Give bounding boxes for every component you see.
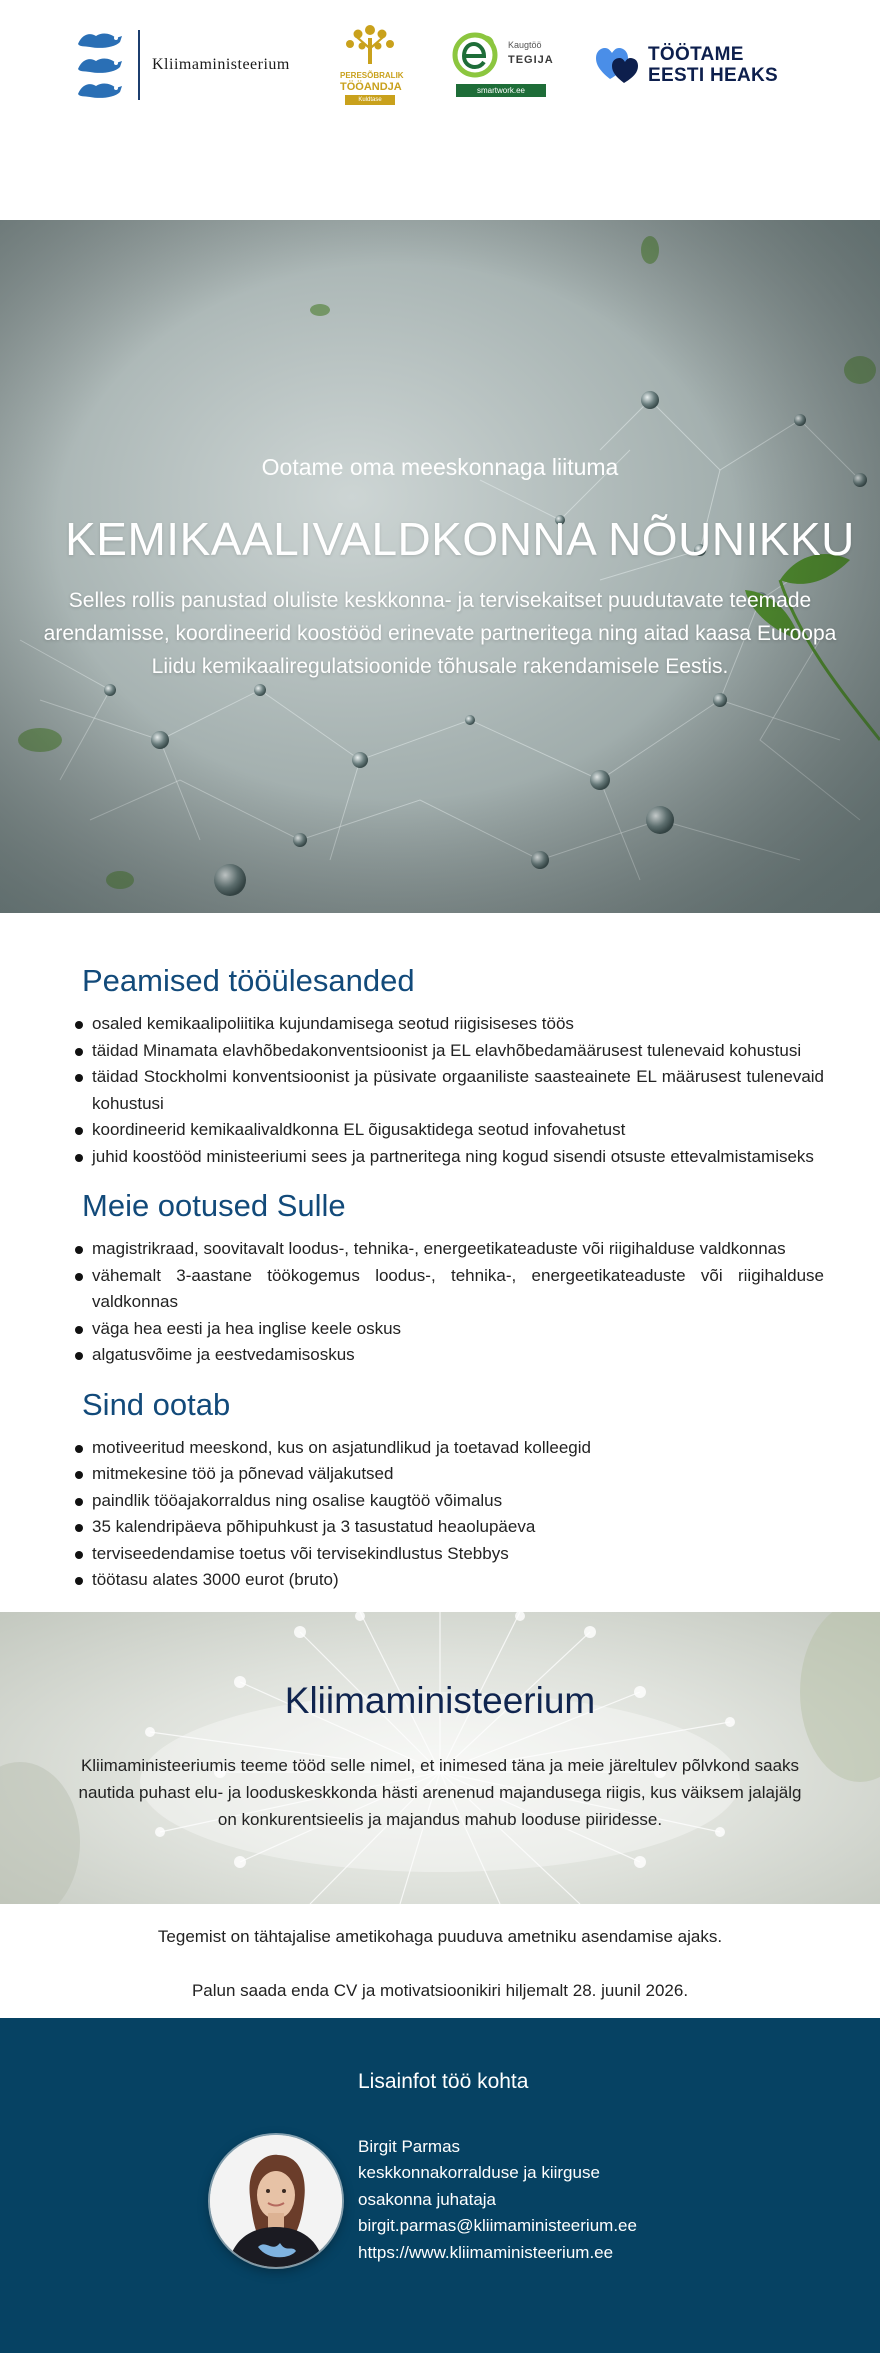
list-item: terviseedendamise toetus või tervisekindlustus Stebbys: [72, 1541, 824, 1568]
list-item: mitmekesine töö ja põnevad väljakutsed: [72, 1461, 824, 1488]
about-ministry-section: [0, 1612, 880, 1904]
temporary-position-note: Tegemist on tähtajalise ametikohaga puuduva ametniku asendamise ajaks.: [157, 1926, 723, 1946]
list-item: täidad Stockholmi konventsioonist ja püsivate orgaaniliste saasteainete EL määrusest tulenevaid kohustusi: [72, 1064, 824, 1117]
pere-logo-line2: TÖÖANDJA: [340, 81, 402, 93]
letter-e-leaf-icon: [452, 32, 498, 78]
contact-footer: [0, 2018, 880, 2353]
hero-description: Selles rollis panustad oluliste keskkonna- ja tervisekaitset puudutavate teemade arendamisse, koordineerid koostööd erinevate partneritega ning aitad kaasa Euroopa Liidu kemikaaliregulatsioonide tõhusale rakendamisele Eestis.: [43, 589, 837, 678]
hero-content: [0, 220, 880, 913]
ministry-title: Kliimaministeerium: [284, 1679, 596, 1721]
section-heading-tasks: Peamised tööülesanded: [82, 963, 415, 998]
two-hearts-icon: [596, 45, 640, 85]
tootame-line1: TÖÖTAME: [648, 44, 744, 65]
tasks-list: [72, 1011, 824, 1170]
job-details: [0, 913, 880, 1612]
pere-logo-bar: Kuldtase: [345, 95, 395, 105]
contact-role-line2: osakonna juhataja: [358, 2189, 497, 2209]
three-lions-coat-of-arms-icon: [76, 30, 124, 100]
list-item: koordineerid kemikaalivaldkonna EL õigusaktidega seotud infovahetust: [72, 1117, 824, 1144]
peresobralik-tooandja-logo[interactable]: [340, 24, 404, 108]
logo-bar: [0, 0, 880, 220]
kaug-logo-bold: TEGIJA: [508, 54, 554, 66]
section-heading-expectations: Meie ootused Sulle: [82, 1188, 346, 1223]
list-item: täidad Minamata elavhõbedakonventsioonist ja EL elavhõbedamäärusest tulenevaid kohustusi: [72, 1038, 824, 1065]
list-item: algatusvõime ja eestvedamisoskus: [72, 1342, 824, 1369]
contact-website-link[interactable]: https://www.kliimaministeerium.ee: [358, 2242, 614, 2262]
hero-banner: [0, 220, 880, 913]
section-heading-benefits: Sind ootab: [82, 1386, 231, 1422]
list-item: juhid koostööd ministeeriumi sees ja partneritega ning kogud sisendi otsuste ettevalmistamiseks: [72, 1144, 824, 1171]
tootame-eesti-heaks-logo[interactable]: [596, 40, 786, 90]
pere-logo-line1: PERESÕBRALIK: [340, 71, 404, 80]
contact-name: Birgit Parmas: [358, 2136, 461, 2156]
list-item: vähemalt 3-aastane töökogemus loodus-, tehnika-, energeetikateaduste või riigihalduse valdkonnas: [72, 1263, 824, 1316]
list-item: motiveeritud meeskond, kus on asjatundlikud ja toetavad kolleegid: [72, 1435, 824, 1462]
avatar: [210, 2135, 342, 2267]
list-item: töötasu alates 3000 eurot (bruto): [72, 1567, 824, 1594]
application-deadline: Palun saada enda CV ja motivatsioonikiri hiljemalt 28. juunil 2026.: [191, 1980, 689, 2000]
list-item: magistrikraad, soovitavalt loodus-, tehnika-, energeetikateaduste või riigihalduse valdkonnas: [72, 1236, 824, 1263]
tootame-line2: EESTI HEAKS: [648, 65, 778, 86]
contact-title: Lisainfot töö kohta: [358, 2069, 529, 2093]
hero-subtitle: Ootame oma meeskonnaga liituma: [261, 454, 619, 480]
ministry-description: Kliimaministeeriumis teeme tööd selle nimel, et inimesed täna ja meie järeltulev põlvkond saaks nautida puhast elu- ja looduskeskkonda hästi arenenud majandusega riigis, kus väiksem jalajälg on konkurentsieelis ja majandus mahub looduse piiridesse.: [78, 1755, 802, 1829]
benefits-list: [72, 1435, 824, 1594]
tootame-logo-text: [648, 44, 778, 86]
application-notes: [0, 1904, 880, 2018]
list-item: 35 kalendripäeva põhipuhkust ja 3 tasustatud heaolupäeva: [72, 1514, 824, 1541]
list-item: osaled kemikaalipoliitika kujundamisega seotud riigisiseses töös: [72, 1011, 824, 1038]
kaugtoo-tegija-logo[interactable]: [452, 32, 554, 98]
family-tree-icon: [340, 24, 400, 66]
expectations-list: [72, 1236, 824, 1369]
kliima-logo-text: Kliimaministeerium: [152, 56, 290, 73]
contact-role-line1: keskkonnakorralduse ja kiirguse: [358, 2163, 600, 2182]
logo-divider: [138, 30, 140, 100]
contact-person-photo: [210, 2135, 342, 2267]
contact-details: [358, 2134, 637, 2267]
kliimaministeerium-logo[interactable]: [76, 28, 296, 102]
kaug-logo-small: Kaugtöö: [508, 40, 542, 50]
job-title: KEMIKAALIVALDKONNA NÕUNIKKU: [65, 513, 855, 565]
list-item: väga hea eesti ja hea inglise keele oskus: [72, 1316, 824, 1343]
contact-email-link[interactable]: birgit.parmas@kliimaministeerium.ee: [358, 2216, 637, 2235]
kaug-logo-bar: smartwork.ee: [456, 84, 546, 97]
list-item: paindlik tööajakorraldus ning osalise kaugtöö võimalus: [72, 1488, 824, 1515]
